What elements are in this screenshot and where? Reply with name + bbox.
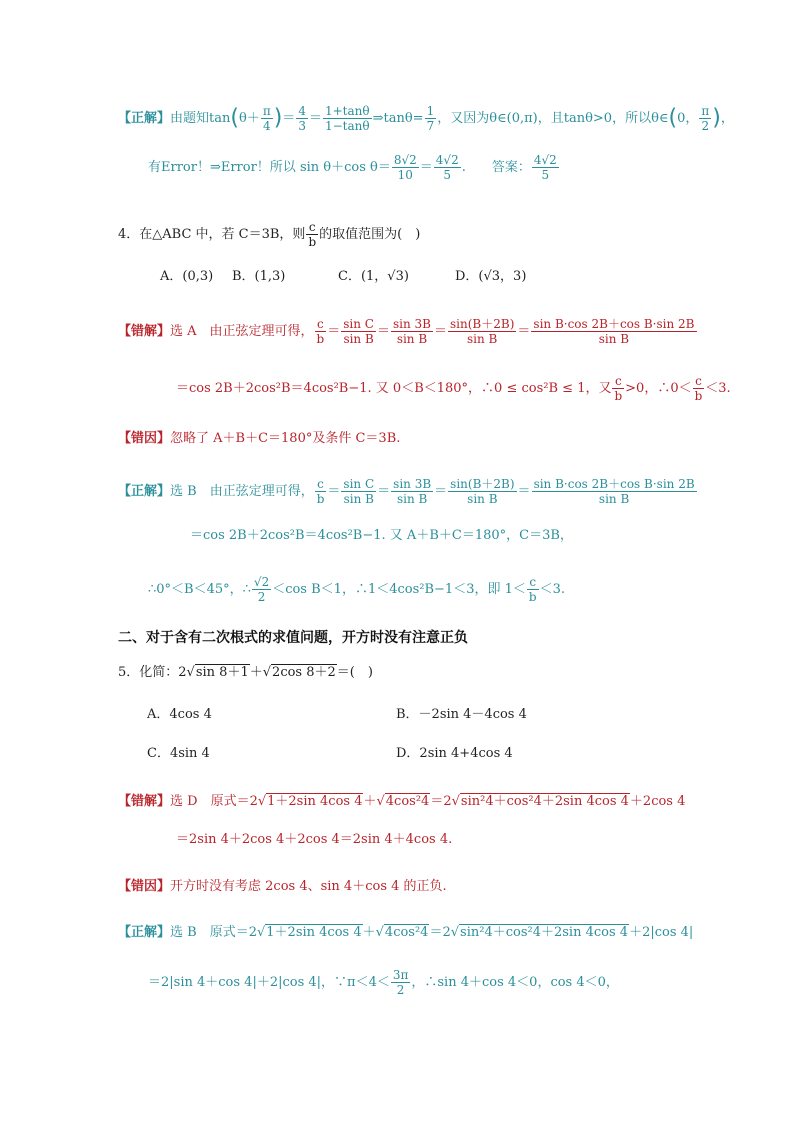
s1-line2: 有Error！⇒Error！所以 sin θ＋cos θ＝ $\frac{8√2}{10}$ ＝ $\frac{4√2}{5}$ . 答案： $\frac{4√2}{5}$	[148, 153, 557, 182]
q4-zheng-line2: ＝cos 2B＋2cos²B＝4cos²B−1. 又 A＋B＋C＝180°，C＝3B，	[190, 528, 573, 543]
q5-yin: 【错因】开方时没有考虑 2cos 4、sin 4＋cos 4 的正负.	[118, 879, 447, 894]
q4-zheng-line3: ∴0°＜B＜45°，∴ $\frac{√2}{2}$ ＜cos B＜1，∴1＜4cos²B−1＜3，即 1＜ $\frac{c}{b}$ ＜3.	[148, 575, 565, 604]
q5-option-d: D．2sin 4+4cos 4	[396, 746, 513, 761]
label-zheng: 【正解】	[118, 111, 171, 126]
q4-option-a: A．(0,3)	[160, 269, 214, 284]
q5-zheng-line1: 【正解】选 B 原式＝2√1＋2sin 4cos 4＋√4cos²4＝2√sin²4＋cos²4＋2sin 4cos 4＋2|cos 4|	[118, 925, 694, 940]
q4-cuo-line1: 【错解】选 A 由正弦定理可得， $\frac{c}{b}$ ＝ $\frac{\text{sin C}}{\text{sin B}}$ ＝ $\frac{\sin 3B}{\text{sin B}}$ ＝ $\frac{\sin(B+2B)}{\text{sin B}}$ ＝ $\frac{\text{sin B·cos 2B＋cos B·sin 2B}}{\text{sin B}}$	[118, 317, 695, 346]
q5-option-b: B．－2sin 4－4cos 4	[396, 707, 527, 722]
q4-stem: 4．在△ABC 中，若 C＝3B，则 $\frac{c}{b}$ 的取值范围为( )	[118, 220, 421, 249]
q4-cuo-line2: ＝cos 2B＋2cos²B＝4cos²B−1. 又 0＜B＜180°，∴0 ≤ cos²B ≤ 1，又 $\frac{c}{b}$ >0，∴0＜ $\frac{c}{b}$ ＜3.	[176, 374, 731, 403]
q4-option-d: D．(√3，3)	[455, 269, 527, 284]
s1-line1: 【正解】由题知tan(θ＋ $\frac{\pi}{4}$ )＝ $\frac{4}{3}$ ＝ $\frac{1+\tan\theta}{1-\tan\theta}$ ⇒tanθ= $\frac{1}{7}$ ，又因为θ∈(0,π)，且tanθ>0，所以θ∈(0， $\frac{\pi}{2}$ )，	[118, 104, 734, 133]
q4-yin: 【错因】忽略了 A＋B＋C＝180°及条件 C＝3B.	[118, 431, 401, 446]
q4-zheng-line1: 【正解】选 B 由正弦定理可得， $\frac{c}{b}$ ＝ $\frac{\text{sin C}}{\text{sin B}}$ ＝ $\frac{\sin 3B}{\text{sin B}}$ ＝ $\frac{\sin(B+2B)}{\text{sin B}}$ ＝ $\frac{\text{sin B·cos 2B＋cos B·sin 2B}}{\text{sin B}}$	[118, 477, 695, 506]
q5-option-c: C．4sin 4	[147, 746, 210, 761]
q4-option-b: B．(1,3)	[232, 269, 286, 284]
q5-zheng-line2: ＝2|sin 4＋cos 4|＋2|cos 4|，∵π＜4＜ $\frac{3\pi}{2}$ ，∴sin 4＋cos 4＜0，cos 4＜0，	[148, 968, 619, 997]
section-heading-2: 二、对于含有二次根式的求值问题，开方时没有注意正负	[118, 630, 468, 646]
q4-option-c: C．(1，√3)	[338, 269, 409, 284]
q5-option-a: A．4cos 4	[147, 707, 212, 722]
q5-stem: 5．化简：2√sin 8＋1＋√2cos 8＋2＝( )	[118, 665, 373, 680]
q5-cuo-line1: 【错解】选 D 原式＝2√1＋2sin 4cos 4＋√4cos²4＝2√sin²4＋cos²4＋2sin 4cos 4＋2cos 4	[118, 794, 686, 809]
q5-cuo-line2: ＝2sin 4＋2cos 4＋2cos 4＝2sin 4＋4cos 4.	[176, 832, 453, 847]
